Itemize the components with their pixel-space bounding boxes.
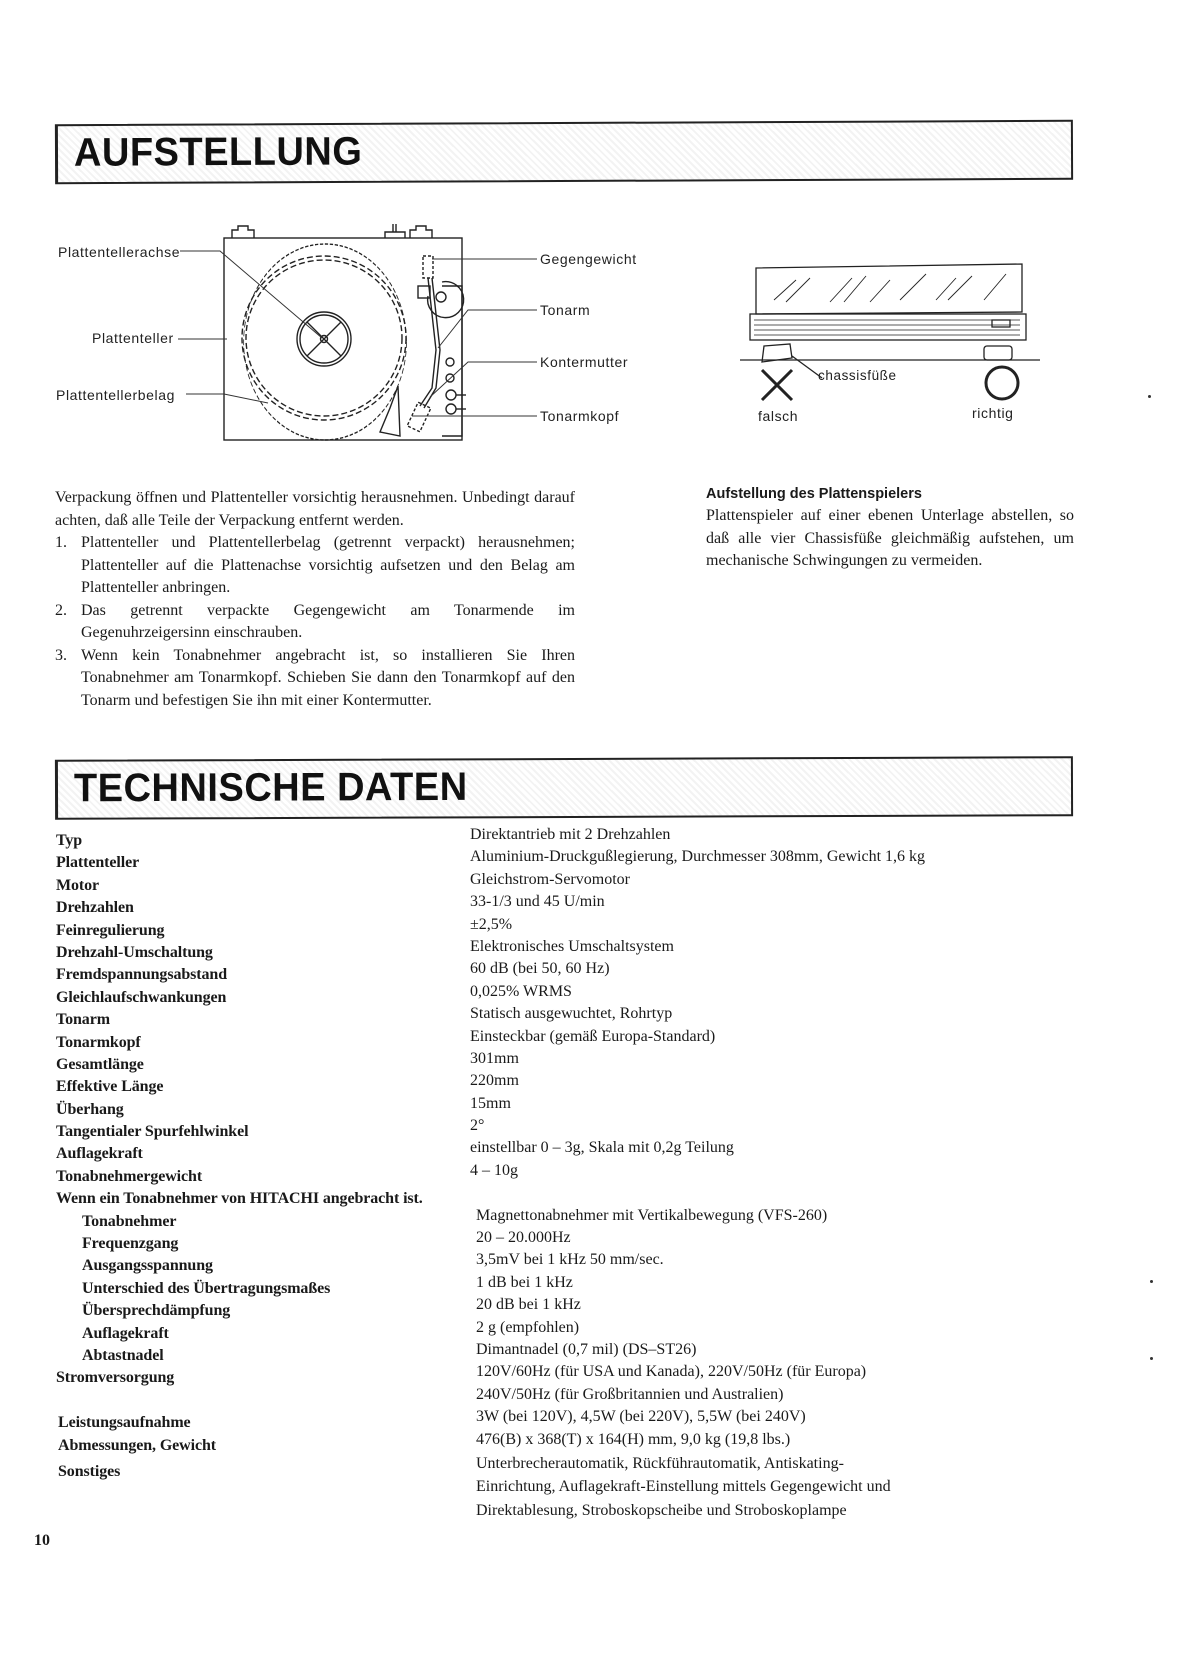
spec-label: Tonabnehmergewicht: [56, 1167, 203, 1185]
spec-value: Magnettonabnehmer mit Vertikalbewegung (VFS-260): [476, 1206, 828, 1224]
spec-label: Drehzahlen: [56, 899, 134, 917]
spec-value: 60 dB (bei 50, 60 Hz): [470, 960, 610, 978]
spec-row: [56, 1027, 1016, 1056]
spec-value: 3,5mV bei 1 kHz 50 mm/sec.: [476, 1251, 664, 1269]
spec-value: Direktablesung, Stroboskopscheibe und Stroboskoplampe: [476, 1501, 847, 1519]
step-text: Plattenteller und Plattentellerbelag (getrennt verpackt) herausnehmen; Plattenteller auf die Plattenachse vorsichtig aufsetzen und den Belag am Plattenteller anbringen.: [81, 534, 575, 596]
label-plattenteller: Plattenteller: [92, 330, 174, 346]
spec-label: Motor: [56, 876, 100, 894]
spec-row: [56, 1049, 1016, 1078]
spec-value: 4 – 10g: [470, 1161, 518, 1179]
spec-label: Überhang: [56, 1100, 124, 1118]
spec-label: Unterschied des Übertragungsmaßes: [82, 1279, 331, 1297]
spec-label: Auflagekraft: [56, 1145, 143, 1163]
label-plattentellerachse: Plattentellerachse: [58, 244, 181, 260]
label-chassisfuesse: chassisfüße: [818, 368, 897, 383]
spec-label: Auflagekraft: [82, 1324, 169, 1342]
spec-value: Einrichtung, Auflagekraft-Einstellung mittels Gegengewicht und: [476, 1478, 891, 1496]
spec-label: Stromversorgung: [56, 1369, 175, 1387]
setup-steps-list: [55, 532, 575, 712]
spec-label: Tonabnehmer: [82, 1212, 177, 1230]
spec-value: 120V/60Hz (für USA und Kanada), 220V/50Hz (für Europa): [476, 1363, 867, 1381]
step-text: Das getrennt verpackte Gegengewicht am Tonarmende im Gegenuhrzeigersinn einschrauben.: [81, 601, 575, 641]
setup-step: [55, 645, 575, 713]
spec-value: 220mm: [470, 1072, 519, 1090]
spec-value: Direktantrieb mit 2 Drehzahlen: [470, 826, 671, 843]
spec-value: Dimantnadel (0,7 mil) (DS–ST26): [476, 1340, 697, 1358]
spec-value: Gleichstrom-Servomotor: [470, 870, 630, 888]
hitachi-heading: Wenn ein Tonabnehmer von HITACHI angebracht ist.: [56, 1190, 423, 1208]
spec-value: 20 dB bei 1 kHz: [476, 1296, 581, 1314]
spec-label: Gesamtlänge: [56, 1055, 144, 1073]
spec-table: [56, 826, 1016, 1526]
label-tonarmkopf: Tonarmkopf: [540, 408, 620, 424]
spec-value: 2°: [470, 1117, 485, 1135]
spec-label: Feinregulierung: [56, 921, 165, 939]
label-richtig: richtig: [972, 405, 1014, 421]
spec-row-cont: [56, 1478, 1016, 1503]
spec-label: Sonstiges: [58, 1462, 121, 1480]
label-kontermutter: Kontermutter: [540, 354, 629, 370]
spec-value: 0,025% WRMS: [470, 982, 572, 1000]
placement-instructions: [706, 483, 1074, 573]
spec-label: Plattenteller: [56, 854, 140, 872]
spec-value: 20 – 20.000Hz: [476, 1229, 571, 1247]
spec-value: 240V/50Hz (für Großbritannien und Australien): [476, 1385, 784, 1403]
spec-value: Einsteckbar (gemäß Europa-Standard): [470, 1027, 716, 1045]
spec-label: Tonarm: [56, 1011, 110, 1029]
setup-instructions: [55, 487, 575, 712]
scan-artifact: [1150, 1357, 1153, 1360]
section-header-technische-daten: [55, 756, 1073, 820]
step-number: 1.: [55, 534, 67, 551]
spec-row: [56, 1072, 1016, 1100]
spec-row: [56, 1139, 1016, 1167]
spec-value: Statisch ausgewuchtet, Rohrtyp: [470, 1005, 673, 1023]
spec-value: einstellbar 0 – 3g, Skala mit 0,2g Teilung: [470, 1139, 734, 1157]
setup-step: [55, 532, 575, 600]
spec-label: Ausgangsspannung: [82, 1257, 213, 1275]
spec-value: 1 dB bei 1 kHz: [476, 1273, 573, 1291]
spec-label: Abtastnadel: [82, 1346, 164, 1364]
section-title: TECHNISCHE DATEN: [73, 765, 468, 811]
label-tonarm: Tonarm: [540, 302, 591, 318]
turntable-top-view-diagram: [0, 200, 680, 450]
spec-value: 476(B) x 368(T) x 164(H) mm, 9,0 kg (19,8 lbs.): [476, 1430, 791, 1448]
page-number: 10: [34, 1532, 50, 1549]
spec-value: Elektronisches Umschaltsystem: [470, 937, 674, 955]
spec-label: Typ: [56, 832, 83, 849]
spec-value: Unterbrecherautomatik, Rückführautomatik, Antiskating-: [476, 1454, 844, 1472]
placement-heading: Aufstellung des Plattenspielers: [706, 486, 922, 502]
spec-label: Übersprechdämpfung: [82, 1302, 231, 1320]
scan-artifact: [1148, 395, 1151, 398]
spec-value: 33-1/3 und 45 U/min: [470, 893, 605, 911]
section-header-aufstellung: [55, 120, 1073, 184]
spec-row-cont: [56, 1501, 1016, 1526]
scan-artifact: [1150, 1280, 1153, 1283]
label-falsch: falsch: [758, 408, 799, 424]
spec-value: ±2,5%: [470, 915, 513, 933]
spec-label: Abmessungen, Gewicht: [58, 1436, 217, 1454]
spec-row: [56, 1094, 1016, 1123]
spec-value: 15mm: [470, 1094, 511, 1112]
section-title: AUFSTELLUNG: [73, 129, 363, 176]
spec-value: 2 g (empfohlen): [476, 1318, 580, 1336]
spec-label: Effektive Länge: [56, 1078, 164, 1096]
placement-side-view-diagram: [740, 250, 1060, 440]
step-number: 2.: [55, 601, 67, 619]
step-number: 3.: [55, 646, 67, 664]
placement-paragraph: Plattenspieler auf einer ebenen Unterlage abstellen, so daß alle vier Chassisfüße gleichmäßig aufstehen, um mechanische Schwingungen zu vermeiden.: [706, 507, 1074, 569]
spec-row: [56, 1161, 1016, 1190]
intro-paragraph: Verpackung öffnen und Plattenteller vorsichtig herausnehmen. Unbedingt darauf achten, daß alle Teile der Verpackung entfernt werden.: [55, 489, 575, 529]
spec-value: 301mm: [470, 1049, 519, 1067]
label-plattentellerbelag: Plattentellerbelag: [56, 387, 175, 403]
spec-label: Leistungsaufnahme: [58, 1414, 191, 1432]
spec-label: Frequenzgang: [82, 1235, 179, 1253]
spec-label: Gleichlaufschwankungen: [56, 988, 227, 1006]
step-text: Wenn kein Tonabnehmer angebracht ist, so installieren Sie Ihren Tonabnehmer am Tonarmkopf. Schieben Sie dann den Tonarmkopf auf den Tonarm und befestigen Sie ihn mit einer Kontermutter.: [81, 646, 575, 709]
spec-label: Fremdspannungsabstand: [56, 966, 228, 984]
setup-step: [55, 600, 575, 645]
spec-label: Tangentialer Spurfehlwinkel: [56, 1123, 249, 1141]
spec-row: [56, 893, 1016, 921]
spec-label: Drehzahl-Umschaltung: [56, 943, 213, 961]
spec-label: Tonarmkopf: [56, 1033, 141, 1051]
label-gegengewicht: Gegengewicht: [540, 251, 637, 267]
spec-value: 3W (bei 120V), 4,5W (bei 220V), 5,5W (bei 240V): [476, 1408, 806, 1426]
spec-value: Aluminium-Druckgußlegierung, Durchmesser 308mm, Gewicht 1,6 kg: [470, 848, 926, 866]
